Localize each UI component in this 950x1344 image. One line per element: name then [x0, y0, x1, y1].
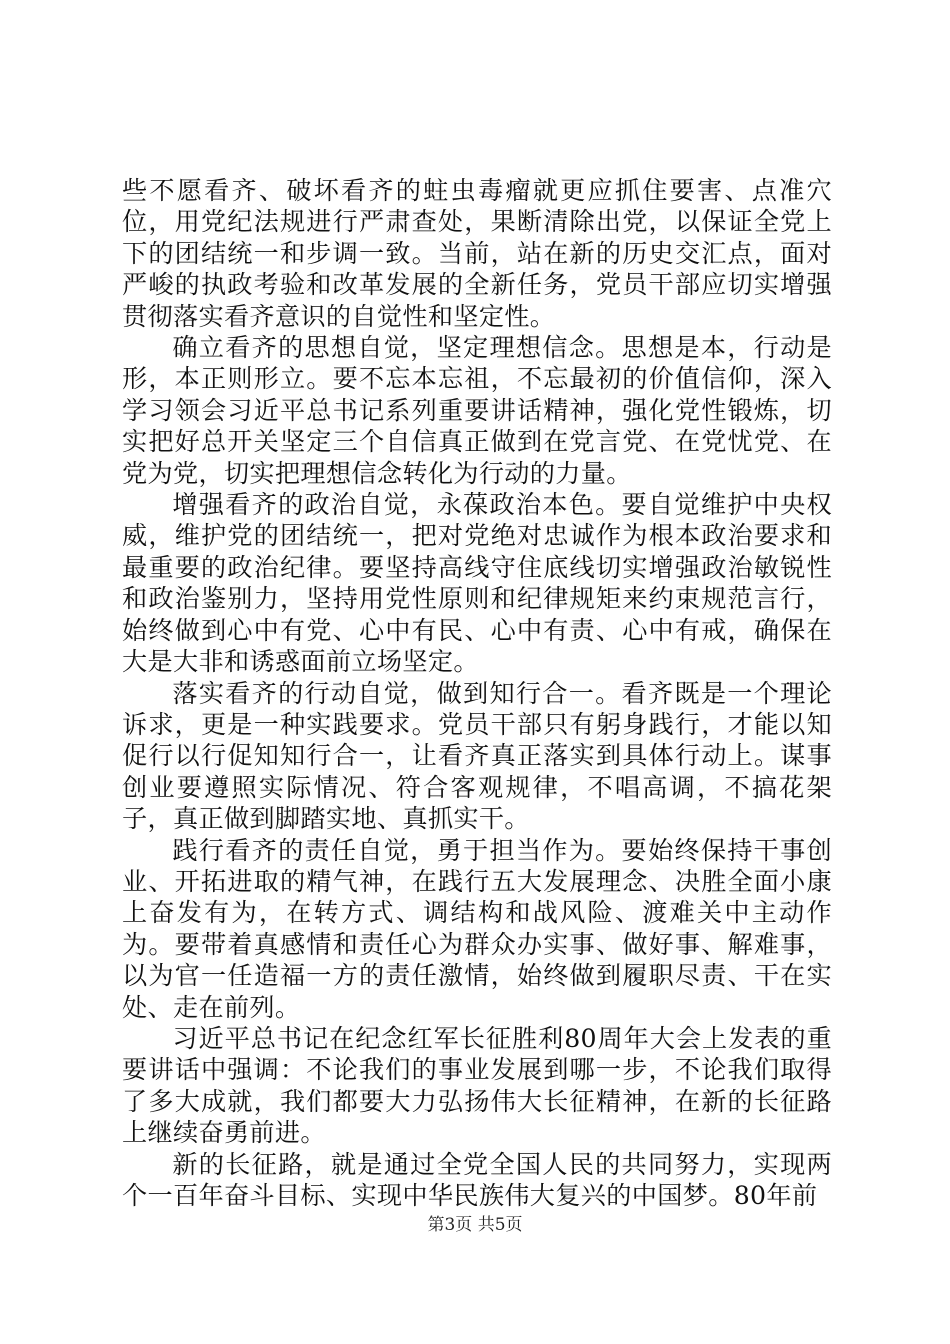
paragraph-long-march-speech: 习近平总书记在纪念红军长征胜利80周年大会上发表的重要讲话中强调：不论我们的事业发展到哪一步，不论我们取得了多大成就，我们都要大力弘扬伟大长征精神，在新的长征路上继续奋勇前进。: [122, 1023, 832, 1148]
paragraph-new-long-march: 新的长征路，就是通过全党全国人民的共同努力，实现两个一百年奋斗目标、实现中华民族伟大复兴的中国梦。80年前: [122, 1149, 832, 1210]
document-body: [122, 175, 832, 1211]
paragraph-ideological-awareness: 确立看齐的思想自觉，坚定理想信念。思想是本，行动是形，本正则形立。要不忘本忘祖，不忘最初的价值信仰，深入学习领会习近平总书记系列重要讲话精神，强化党性锻炼，切实把好总开关坚定三个自信真正做到在党言党、在党忧党、在党为党，切实把理想信念转化为行动的力量。: [122, 333, 832, 488]
paragraph-action-awareness: 落实看齐的行动自觉，做到知行合一。看齐既是一个理论诉求，更是一种实践要求。党员干部只有躬身践行，才能以知促行以行促知知行合一，让看齐真正落实到具体行动上。谋事创业要遵照实际情况、符合客观规律，不唱高调，不搞花架子，真正做到脚踏实地、真抓实干。: [122, 678, 832, 834]
page-footer: 第3页 共5页: [427, 1215, 523, 1235]
paragraph-responsibility-awareness: 践行看齐的责任自觉，勇于担当作为。要始终保持干事创业、开拓进取的精气神，在践行五大发展理念、决胜全面小康上奋发有为，在转方式、调结构和战风险、渡难关中主动作为。要带着真感情和责任心为群众办实事、做好事、解难事，以为官一任造福一方的责任激情，始终做到履职尽责、干在实处、走在前列。: [122, 835, 832, 1022]
paragraph-continued: 些不愿看齐、破坏看齐的蛀虫毒瘤就更应抓住要害、点准穴位，用党纪法规进行严肃查处，果断清除出党，以保证全党上下的团结统一和步调一致。当前，站在新的历史交汇点，面对严峻的执政考验和改革发展的全新任务，党员干部应切实增强贯彻落实看齐意识的自觉性和坚定性。: [122, 176, 832, 331]
paragraph-political-awareness: 增强看齐的政治自觉，永葆政治本色。要自觉维护中央权威，维护党的团结统一，把对党绝对忠诚作为根本政治要求和最重要的政治纪律。要坚持高线守住底线切实增强政治敏锐性和政治鉴别力，坚持用党性原则和纪律规矩来约束规范言行，始终做到心中有党、心中有民、心中有责、心中有戒，确保在大是大非和诱惑面前立场坚定。: [122, 490, 832, 677]
